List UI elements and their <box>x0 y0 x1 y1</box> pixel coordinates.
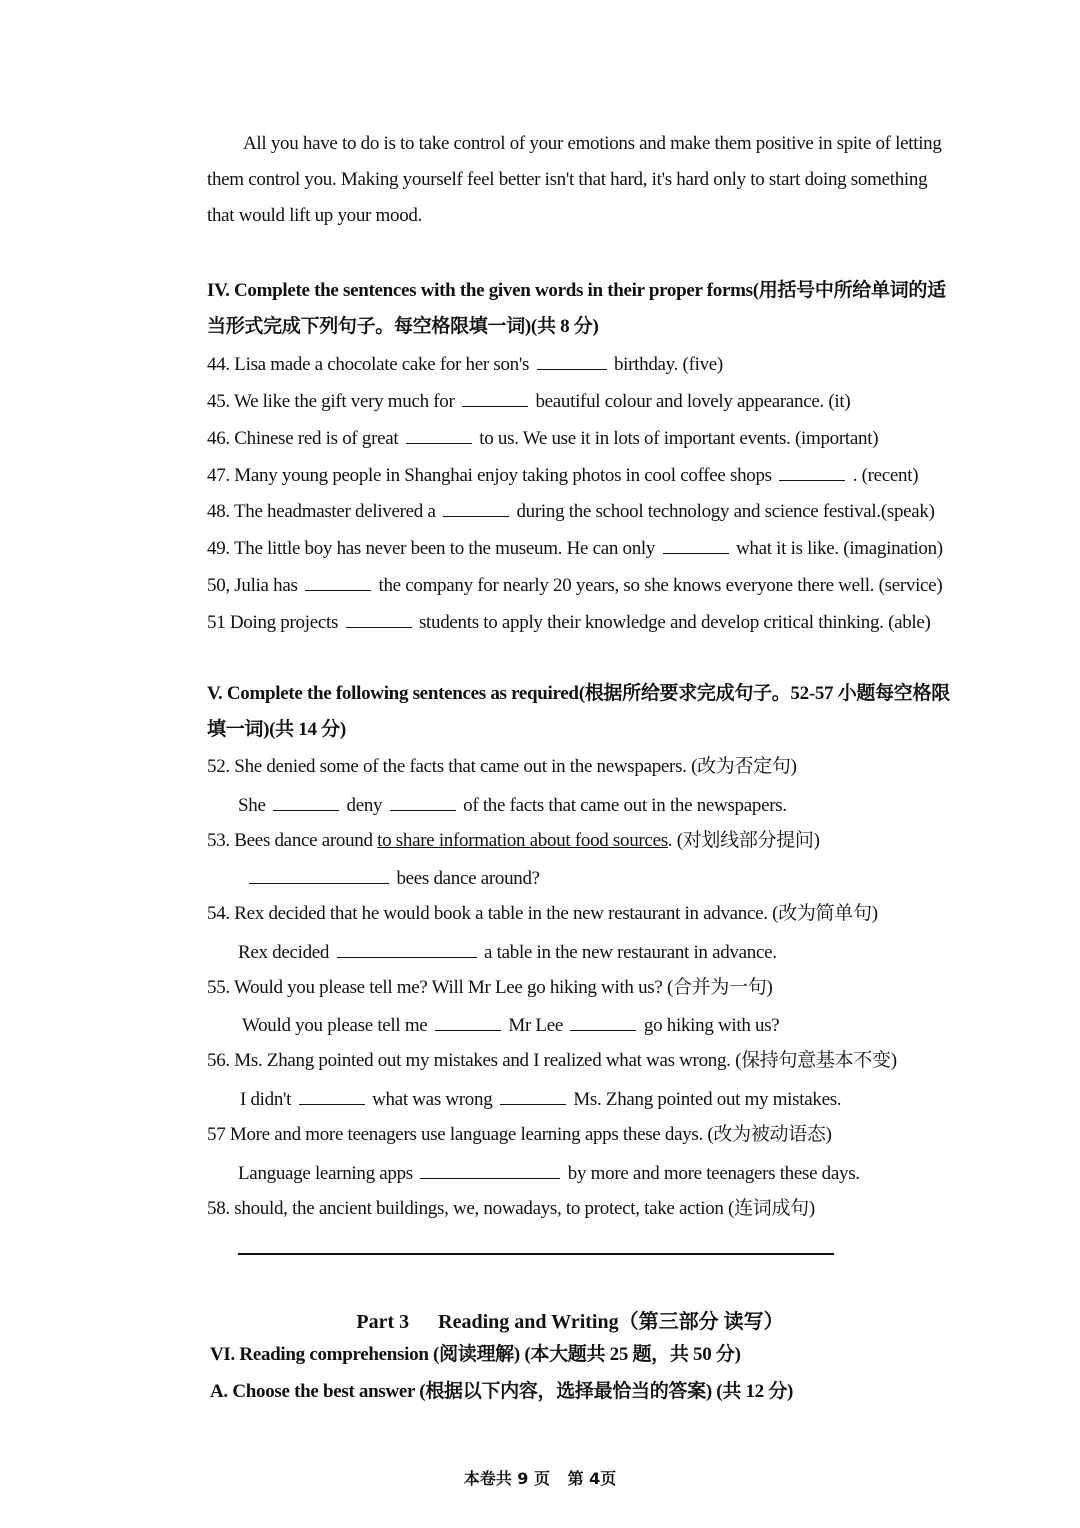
question-text: 48. The headmaster delivered a <box>207 501 436 522</box>
answer-text: Ms. Zhang pointed out my mistakes. <box>573 1089 842 1110</box>
question-53-answer <box>246 865 930 891</box>
answer-blank[interactable] <box>500 1086 566 1105</box>
question-54-answer <box>238 939 930 965</box>
answer-text: She <box>238 795 266 816</box>
question-text: birthday. (five) <box>613 354 723 375</box>
answer-blank[interactable] <box>299 1086 365 1105</box>
answer-blank[interactable] <box>663 535 729 554</box>
answer-blank[interactable] <box>337 939 477 958</box>
question-51 <box>207 609 930 635</box>
question-50 <box>207 572 943 598</box>
question-text: 50, Julia has <box>207 575 298 596</box>
answer-text: a table in the new restaurant in advance. <box>484 942 777 963</box>
passage-line: them control you. Making yourself feel better isn't that hard, it's hard only to start doing something <box>207 169 928 190</box>
part-title: Reading and Writing（第三部分 读写） <box>438 1311 784 1333</box>
question-52-answer <box>238 792 930 818</box>
question-44 <box>207 351 930 377</box>
answer-blank[interactable] <box>443 498 509 517</box>
question-text: students to apply their knowledge and develop critical thinking. (able) <box>418 612 931 633</box>
question-48 <box>207 498 935 524</box>
question-56-prompt: 56. Ms. Zhang pointed out my mistakes and I realized what was wrong. (保持句意基本不变) <box>207 1050 897 1071</box>
answer-text: of the facts that came out in the newspapers. <box>463 795 787 816</box>
underlined-part: to share information about food sources <box>377 830 668 851</box>
answer-line-58[interactable] <box>238 1253 834 1255</box>
question-text: 45. We like the gift very much for <box>207 391 455 412</box>
question-text: 51 Doing projects <box>207 612 339 633</box>
question-text: 44. Lisa made a chocolate cake for her son's <box>207 354 530 375</box>
page-number: 第 4页 <box>567 1469 617 1488</box>
answer-blank[interactable] <box>779 462 845 481</box>
question-text: 53. Bees dance around <box>207 830 378 851</box>
question-text: beautiful colour and lovely appearance. (it) <box>535 391 851 412</box>
question-53-prompt <box>207 829 930 853</box>
question-text: 46. Chinese red is of great <box>207 428 399 449</box>
question-56-answer <box>240 1086 930 1112</box>
answer-text: Would you please tell me <box>242 1015 428 1036</box>
question-57-answer <box>238 1160 930 1186</box>
section-heading: IV. Complete the sentences with the given words in their proper forms(用括号中所给单词的适 <box>207 280 946 301</box>
question-55-answer <box>242 1012 930 1038</box>
part3-heading <box>0 1305 1080 1334</box>
answer-blank[interactable] <box>305 572 371 591</box>
passage-line: that would lift up your mood. <box>207 205 423 226</box>
answer-blank[interactable] <box>462 388 528 407</box>
section-heading: 填一词)(共 14 分) <box>207 719 346 740</box>
part-label: Part 3 <box>356 1311 410 1333</box>
answer-text: deny <box>346 795 383 816</box>
question-text: . (对划线部分提问) <box>667 830 820 851</box>
question-55-prompt: 55. Would you please tell me? Will Mr Lee go hiking with us? (合并为一句) <box>207 977 773 998</box>
answer-text: bees dance around? <box>396 868 540 889</box>
answer-text: I didn't <box>240 1089 292 1110</box>
answer-text: what was wrong <box>372 1089 493 1110</box>
question-57-prompt: 57 More and more teenagers use language learning apps these days. (改为被动语态) <box>207 1124 832 1145</box>
question-text: 49. The little boy has never been to the museum. He can only <box>207 538 656 559</box>
answer-blank[interactable] <box>537 351 607 370</box>
answer-blank[interactable] <box>273 792 339 811</box>
question-text: what it is like. (imagination) <box>736 538 943 559</box>
passage-line: All you have to do is to take control of your emotions and make them positive in spite of letting <box>243 133 942 154</box>
question-text: during the school technology and science festival.(speak) <box>516 501 935 522</box>
question-45 <box>207 388 930 414</box>
question-46 <box>207 425 930 451</box>
section-heading: VI. Reading comprehension (阅读理解) (本大题共 25 题，共 50 分) <box>210 1344 741 1365</box>
page-total: 本卷共 9 页 <box>463 1469 550 1488</box>
answer-blank[interactable] <box>406 425 472 444</box>
answer-text: by more and more teenagers these days. <box>567 1163 860 1184</box>
answer-blank[interactable] <box>435 1012 501 1031</box>
question-text: the company for nearly 20 years, so she knows everyone there well. (service) <box>378 575 943 596</box>
question-54-prompt: 54. Rex decided that he would book a table in the new restaurant in advance. (改为简单句) <box>207 903 878 924</box>
question-47 <box>207 462 930 488</box>
question-text: 47. Many young people in Shanghai enjoy taking photos in cool coffee shops <box>207 465 772 486</box>
answer-blank[interactable] <box>570 1012 636 1031</box>
section-heading: V. Complete the following sentences as required(根据所给要求完成句子。52-57 小题每空格限 <box>207 683 950 704</box>
answer-blank[interactable] <box>249 865 389 884</box>
answer-blank[interactable] <box>420 1160 560 1179</box>
question-52-prompt: 52. She denied some of the facts that came out in the newspapers. (改为否定句) <box>207 756 797 777</box>
page-footer <box>0 1466 1080 1489</box>
answer-text: go hiking with us? <box>643 1015 780 1036</box>
question-58-prompt: 58. should, the ancient buildings, we, nowadays, to protect, take action (连词成句) <box>207 1198 815 1219</box>
question-text: to us. We use it in lots of important events. (important) <box>479 428 879 449</box>
question-49 <box>207 535 943 561</box>
section-heading: 当形式完成下列句子。每空格限填一词)(共 8 分) <box>207 316 599 337</box>
answer-text: Rex decided <box>238 942 330 963</box>
answer-text: Mr Lee <box>508 1015 564 1036</box>
section-heading: A. Choose the best answer (根据以下内容，选择最恰当的答案) (共 12 分) <box>210 1381 794 1402</box>
answer-text: Language learning apps <box>238 1163 413 1184</box>
question-text: . (recent) <box>852 465 919 486</box>
answer-blank[interactable] <box>346 609 412 628</box>
answer-blank[interactable] <box>390 792 456 811</box>
